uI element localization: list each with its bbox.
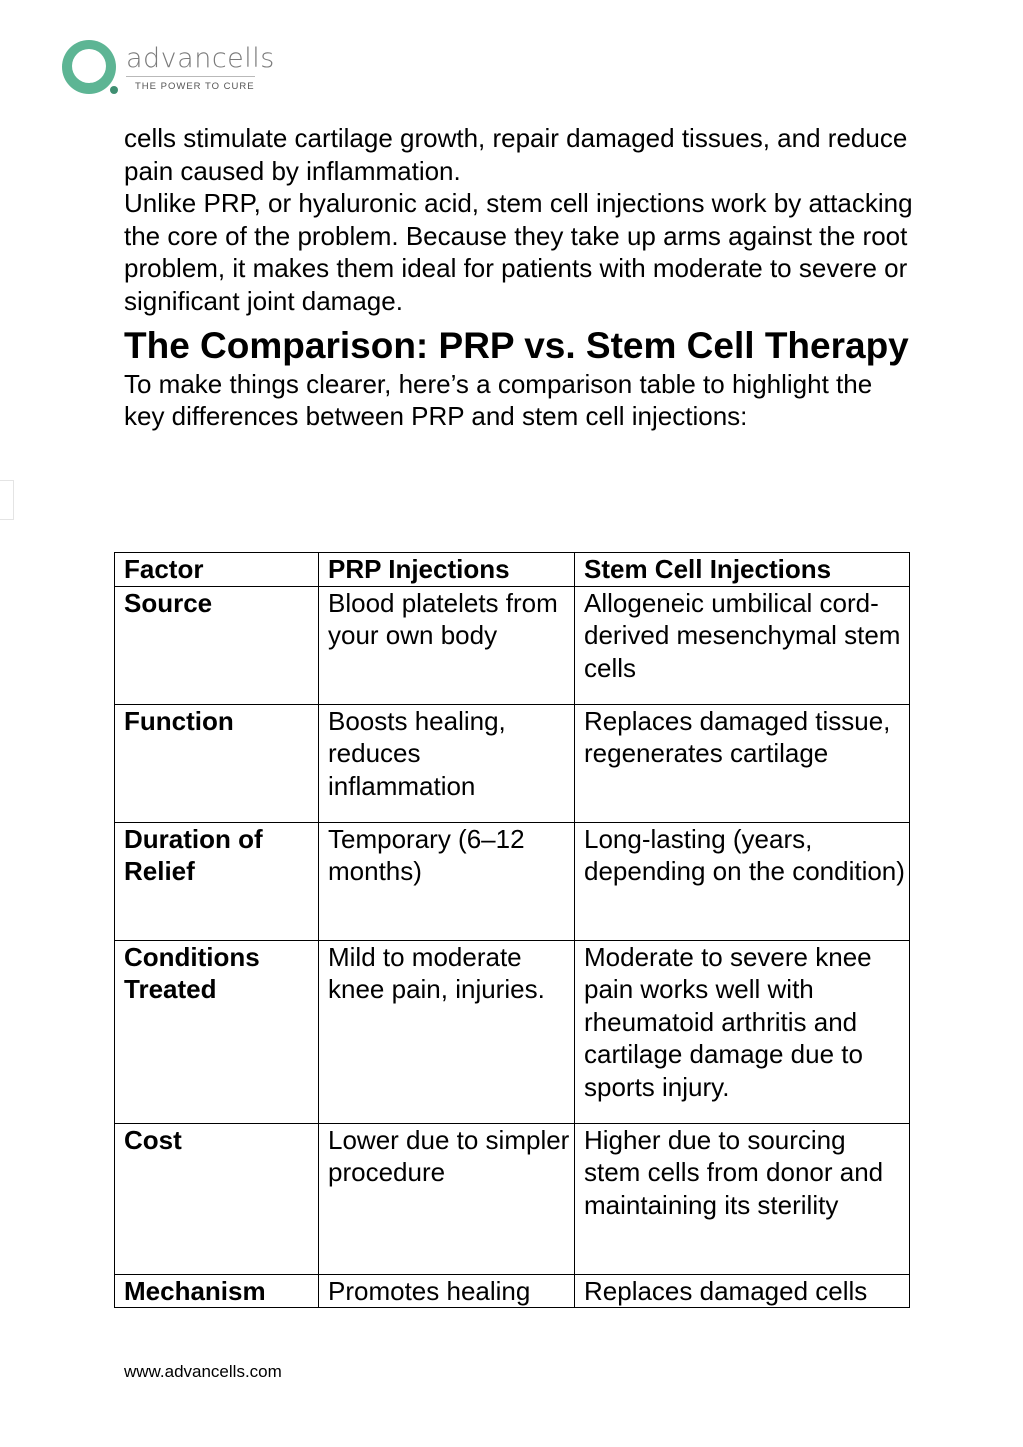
prp-cell: Temporary (6–12 months) bbox=[319, 822, 575, 940]
stem-cell-cell: Replaces damaged tissue, regenerates cartilage bbox=[575, 704, 910, 822]
row-factor: Function bbox=[115, 704, 319, 822]
brand-tagline: THE POWER TO CURE bbox=[135, 81, 255, 92]
table-row bbox=[115, 822, 910, 940]
prp-cell: Lower due to simpler procedure bbox=[319, 1123, 575, 1274]
table-header-row bbox=[115, 553, 910, 587]
row-factor: Conditions Treated bbox=[115, 940, 319, 1123]
column-header: Stem Cell Injections bbox=[575, 553, 910, 587]
stem-cell-cell: Long-lasting (years, depending on the condition) bbox=[575, 822, 910, 940]
table-row bbox=[115, 704, 910, 822]
section-heading: The Comparison: PRP vs. Stem Cell Therapy bbox=[124, 324, 909, 366]
table-row bbox=[115, 586, 910, 704]
footer-url[interactable]: www.advancells.com bbox=[124, 1362, 282, 1381]
document-body bbox=[124, 122, 914, 433]
paragraph: Unlike PRP, or hyaluronic acid, stem cell injections work by attacking the core of the problem. Because they take up arms against the root problem, it makes them ideal for patients with moderate to severe or significant joint damage. bbox=[124, 188, 913, 316]
table-row bbox=[115, 1274, 910, 1308]
column-header: Factor bbox=[115, 553, 319, 587]
prp-cell: Boosts healing, reduces inflammation bbox=[319, 704, 575, 822]
row-factor: Mechanism bbox=[115, 1274, 319, 1308]
stem-cell-cell: Replaces damaged cells bbox=[575, 1274, 910, 1308]
stem-cell-cell: Moderate to severe knee pain works well with rheumatoid arthritis and cartilage damage due to sports injury. bbox=[575, 940, 910, 1123]
paragraph: To make things clearer, here’s a comparison table to highlight the key differences between PRP and stem cell injections: bbox=[124, 368, 873, 432]
row-factor: Duration of Relief bbox=[115, 822, 319, 940]
table-row bbox=[115, 1123, 910, 1274]
brand-name: advancells bbox=[126, 43, 275, 74]
page-edge-mark bbox=[0, 480, 14, 520]
table-row bbox=[115, 940, 910, 1123]
advancells-logo bbox=[59, 37, 275, 99]
paragraph: cells stimulate cartilage growth, repair damaged tissues, and reduce pain caused by inflammation. bbox=[124, 123, 908, 186]
stem-cell-cell: Allogeneic umbilical cord-derived mesenchymal stem cells bbox=[575, 586, 910, 704]
comparison-table bbox=[114, 552, 910, 1308]
row-factor: Cost bbox=[115, 1123, 319, 1274]
column-header: PRP Injections bbox=[319, 553, 575, 587]
prp-cell: Promotes healing bbox=[319, 1274, 575, 1308]
prp-cell: Blood platelets from your own body bbox=[319, 586, 575, 704]
stem-cell-cell: Higher due to sourcing stem cells from donor and maintaining its sterility bbox=[575, 1123, 910, 1274]
row-factor: Source bbox=[115, 586, 319, 704]
prp-cell: Mild to moderate knee pain, injuries. bbox=[319, 940, 575, 1123]
brand-divider bbox=[126, 76, 255, 77]
logo-mark-icon bbox=[59, 37, 123, 99]
